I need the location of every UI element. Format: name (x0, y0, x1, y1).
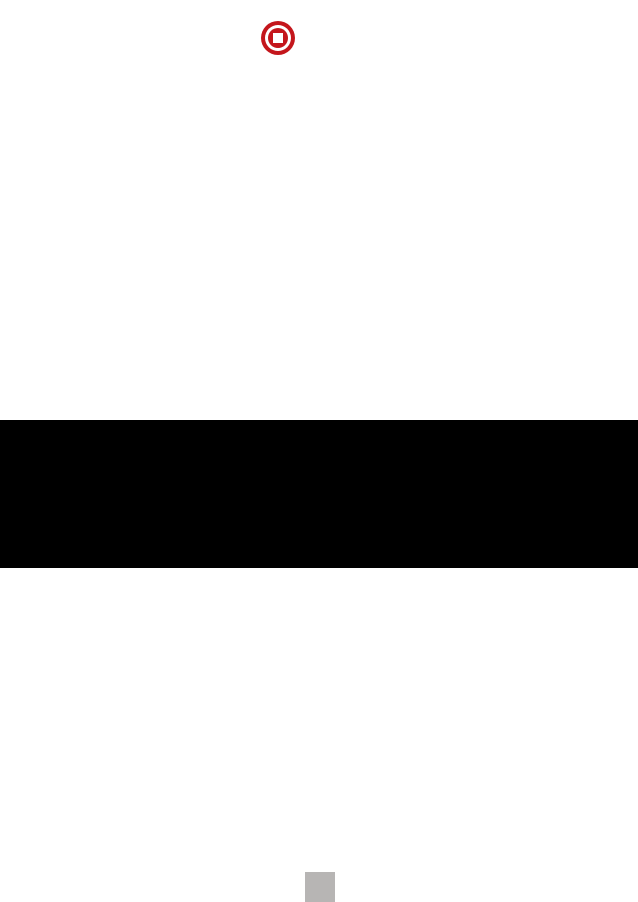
page-number (305, 872, 335, 902)
school-seal-icon (260, 20, 296, 56)
iths-logo (258, 18, 380, 60)
redacted-black-block (0, 420, 638, 568)
competition-list (48, 154, 603, 159)
